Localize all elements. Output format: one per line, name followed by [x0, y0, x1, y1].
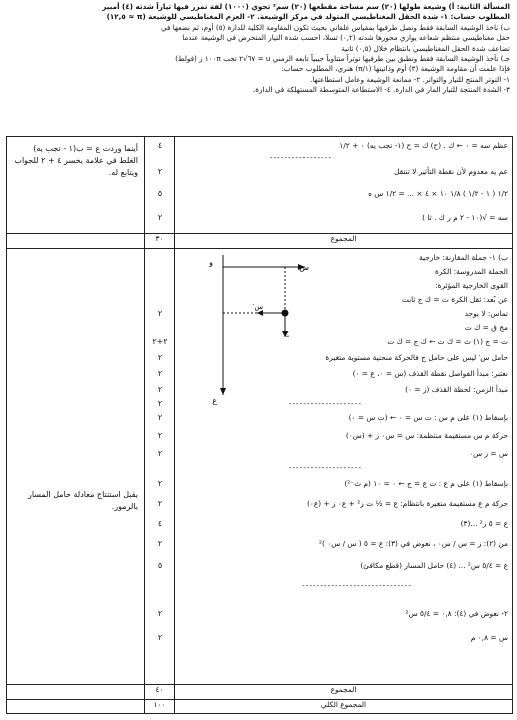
- problem-line-1: المسألة الثانية: أ) وشيعة طولها (٢٠) سم مساحة مقطعها (٢٠) سم² تحوي (١٠٠٠) لفة تمرر فيها تياراً شدته (٤) أمبير: [102, 2, 510, 11]
- s2-line-3: القوى الخارجية المؤثرة:: [435, 280, 508, 290]
- dash-line: -----------------: [269, 153, 332, 162]
- s2-line-18: ع = ٥/٤ س² ... (٤) حامل المسار (قطع مكافئ): [360, 560, 508, 570]
- x-axis-label: س: [299, 262, 309, 272]
- section2-marks: [145, 248, 175, 685]
- mark: ٢: [157, 412, 163, 422]
- grand-total-label: المجموع الكلي: [175, 699, 513, 713]
- section2-note: يقبل استنتاج معادلة حامل المسار بالرموز.: [27, 489, 138, 511]
- s2-line-2: الجملة المدروسة: الكرة: [434, 266, 508, 276]
- mark: ٢: [157, 167, 163, 176]
- s2-line-19: ٢- نعوض في (٤): ٠,٨ = ٥/٤ س²: [405, 608, 508, 618]
- origin-label: و: [209, 257, 213, 267]
- marking-table: [6, 136, 513, 714]
- mark: ٢: [157, 478, 163, 488]
- section1-solution: [175, 137, 513, 234]
- problem-statement: [60, 2, 510, 96]
- s2-line-20: س = ٠,٨ م: [470, 632, 508, 642]
- mark: ٢: [157, 308, 163, 318]
- s2-line-6: مج ق = ك ت: [464, 322, 508, 332]
- dash-line: --------------------: [288, 462, 362, 472]
- mark: ٥: [157, 189, 163, 198]
- problem-line-2: المطلوب حساب: ١- شدة الحقل المغناطيسي المتولد في مركز الوشيعة. ٢- العزم المغناطيسي للوشيعة (π ≈ ١٢,٥): [106, 12, 510, 22]
- mark: ٢: [157, 384, 163, 394]
- s2-line-14: بإسقاط (١) على م ع : ت ع = ج ← ٠ = ١٠ (م ث⁻²): [344, 478, 508, 488]
- y-axis-label: ع: [212, 395, 217, 405]
- s2-line-15: حركة م ع مستقيمة متغيرة بانتظام: ع = ½ ت ز² + ع٠ ز + (ع٠): [306, 498, 508, 508]
- gravity-label: ج: [284, 328, 289, 337]
- section1-notes: [7, 137, 145, 234]
- y-axis-arrow: [220, 388, 226, 395]
- s2-line-5: تماس: لا يوجد: [464, 308, 508, 318]
- trajectory-diagram: [205, 255, 315, 405]
- section2-total-value: ٤٠: [145, 685, 175, 699]
- s2-line-7: ت = ج (١) ث = ك ت ← ك ج = ك ت: [387, 336, 508, 346]
- problem-line-6: جـ) نأخذ الوشيعة السابقة فقط ونطبق بين طرفيها توتراً متناوباً جيبياً تابعه الزمني u = ٦٧√٢ تجب ١٠٠π ز (فولط): [175, 54, 510, 64]
- mark: ٢: [157, 538, 163, 548]
- s2-line-9: نعتبر: مبدأ الفواصل نقطة القذف (س = ٠، ع = ٠): [352, 368, 508, 378]
- section2-notes: [7, 248, 145, 685]
- empty-cell: [7, 685, 145, 699]
- s2-line-10: مبدأ الزمن: لحظة القذف (ز = ٠): [405, 384, 508, 394]
- empty-cell: [7, 699, 145, 713]
- velocity-label: س′: [252, 302, 263, 311]
- section1-note: أينما وردت ع = ب(١ - تجب يه) الغلط في علامة يخسر ٤ + ٢ للجواب ويتابع له.: [14, 144, 138, 177]
- s1-line-3: ١/٢ ( ١ - ١/٢ ) ١/٨ ١٠ × ٤ × ... = ١/٢ س ه: [368, 189, 508, 198]
- problem-line-4: حقل مغناطيسي منتظم شعاعه يوازي محورها شدته (٠,٢) تسلا، احسب شدة التيار المتحرض في الوشيعة عندما: [182, 33, 510, 43]
- s2-line-16: ع = ٥ ز² ...(٣): [460, 518, 508, 528]
- mark: ٢: [157, 398, 163, 408]
- mark: ٢: [157, 368, 163, 378]
- problem-line-5: تضاعف شدة الحقل المغناطيسي بانتظام خلال (٠,٥) ثانية: [341, 43, 510, 53]
- grand-total-value: ١٠٠: [145, 699, 175, 713]
- mark: ٢: [157, 632, 163, 642]
- section1-marks: [145, 137, 175, 234]
- mark: ٤: [157, 518, 163, 528]
- mark: ٢: [157, 430, 163, 440]
- s2-line-4: عن بُعد: ثقل الكرة ث = ك ج ثابت: [401, 294, 508, 304]
- s1-line-4: سه = √(١٠ - ٢ م ر ك . ثا ): [422, 213, 508, 222]
- section1-total-value: ٣٠: [145, 234, 175, 248]
- mark: ٤: [157, 141, 163, 150]
- s2-line-12: حركة م س مستقيمة منتظمة: س = س٠ ز + (س٠): [345, 430, 508, 440]
- s2-line-13: س = ز س٠: [469, 448, 508, 458]
- problem-line-9: ٣- الشدة المنتجة للتيار المار في الدارة. ٤- الاستطاعة المتوسطة المستهلكة في الدارة.: [253, 85, 510, 95]
- section2-total-label: المجموع: [175, 685, 513, 699]
- s2-line-8: حامل س′ ليس على حامل ج فالحركة منحنية مستوية متغيرة: [325, 352, 508, 362]
- s1-line-1: عظم سه = ٠ ← ك . (ح) ك = ح (١- تجب يه) ٠ + ١/٢: [339, 141, 508, 150]
- mark: ٥: [157, 560, 163, 570]
- mark: ٢: [157, 448, 163, 458]
- mark: ٢+٢: [152, 336, 168, 346]
- dash-line: ------------------------------: [301, 580, 412, 590]
- mark: ٢: [157, 213, 163, 222]
- problem-line-8: ١- التوتر المنتج للتيار والتواتر. ٢- ممانعة الوشيعة وعامل استطاعتها.: [310, 74, 510, 84]
- section2-solution: [175, 248, 513, 685]
- mark: ٢: [157, 608, 163, 618]
- mark: ٢: [157, 352, 163, 362]
- s2-line-1: ب) ١- جملة المقارنة: خارجية: [419, 252, 508, 262]
- s2-line-11: بإسقاط (١) على م س : ت س = ٠ ← (ت س = ٠): [348, 412, 508, 422]
- empty-cell: [7, 234, 145, 248]
- s2-line-17: من (٢): ز = س / س٠ ، نعوض في (٣): ع = ٥ ( س / س٠ )²: [319, 538, 508, 548]
- s1-line-2: عم يه معدوم لأن نقطة التأثير لا تنتقل: [393, 167, 508, 176]
- mark: ٢: [157, 498, 163, 508]
- problem-line-3: ب) ناخذ الوشيعة السابقة فقط ونصل طرفيها بمقياس غلفاني بحيث تكون المقاومة الكلية للدارة (٥) أوم، ثم نضعها في: [161, 22, 510, 32]
- section1-total-label: المجموع: [175, 234, 513, 248]
- problem-line-7: فإذا علمت أن مقاومة الوشيعة (٣) أوم وذاتيتها (١/π) هنري، المطلوب حساب:: [281, 64, 510, 74]
- dash-line: --------------------: [288, 398, 362, 408]
